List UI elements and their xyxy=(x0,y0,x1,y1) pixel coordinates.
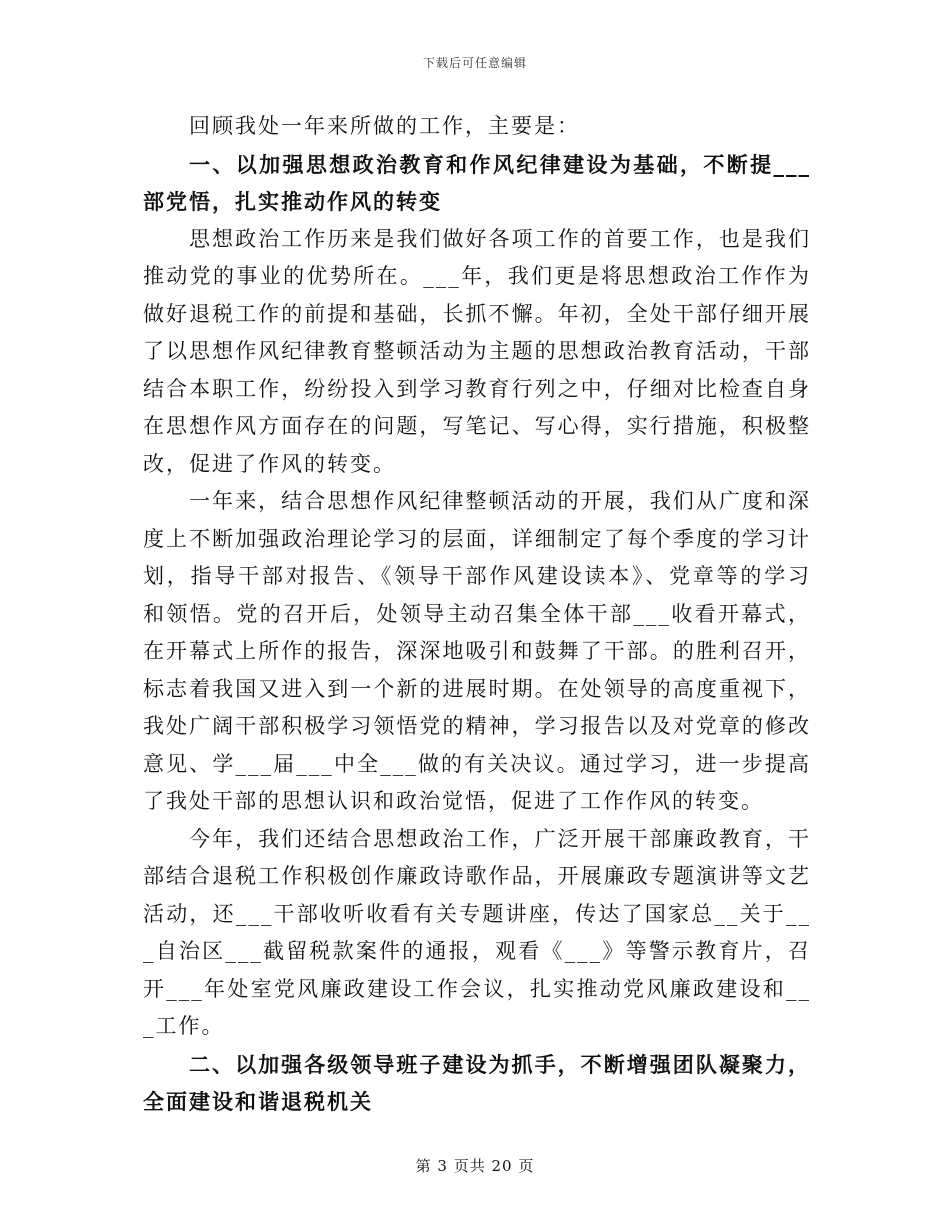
body-paragraph: 今年，我们还结合思想政治工作，广泛开展干部廉政教育，干部结合退税工作积极创作廉政诗歌作品，开展廉政专题演讲等文艺活动，还___干部收听收看有关专题讲座，传达了国家总__关于___自治区___截留税款案件的通报，观看《___》等警示教育片，召开___年处室党风廉政建设工作会议，扎实推动党风廉政建设和___工作。 xyxy=(143,826,811,1038)
document-body xyxy=(143,108,811,1121)
section-heading-1: 一、以加强思想政治教育和作风纪律建设为基础，不断提___部党悟，扎实推动作风的转变 xyxy=(143,151,811,214)
body-paragraph: 一年来，结合思想作风纪律整顿活动的开展，我们从广度和深度上不断加强政治理论学习的层面，详细制定了每个季度的学习计划，指导干部对报告、《领导干部作风建设读本》、党章等的学习和领悟。党的召开后，处领导主动召集全体干部___收看开幕式，在开幕式上所作的报告，深深地吸引和鼓舞了干部。的胜利召开，标志着我国又进入到一个新的进展时期。在处领导的高度重视下，我处广阔干部积极学习领悟党的精神，学习报告以及对党章的修改意见、学___届___中全___做的有关决议。通过学习，进一步提高了我处干部的思想认识和政治觉悟，促进了工作作风的转变。 xyxy=(143,489,811,813)
intro-paragraph: 回顾我处一年来所做的工作，主要是： xyxy=(189,114,580,138)
section-heading-2: 二、以加强各级领导班子建设为抓手，不断增强团队凝聚力，全面建设和谐退税机关 xyxy=(143,1051,811,1114)
body-paragraph: 思想政治工作历来是我们做好各项工作的首要工作，也是我们推动党的事业的优势所在。___年，我们更是将思想政治工作作为做好退税工作的前提和基础，长抓不懈。年初，全处干部仔细开展了以思想作风纪律教育整顿活动为主题的思想政治教育活动，干部结合本职工作，纷纷投入到学习教育行列之中，仔细对比检查自身在思想作风方面存在的问题，写笔记、写心得，实行措施，积极整改，促进了作风的转变。 xyxy=(143,226,811,476)
page-footer: 第 3 页共 20 页 xyxy=(415,1157,535,1175)
header-note: 下载后可任意编辑 xyxy=(422,56,527,70)
